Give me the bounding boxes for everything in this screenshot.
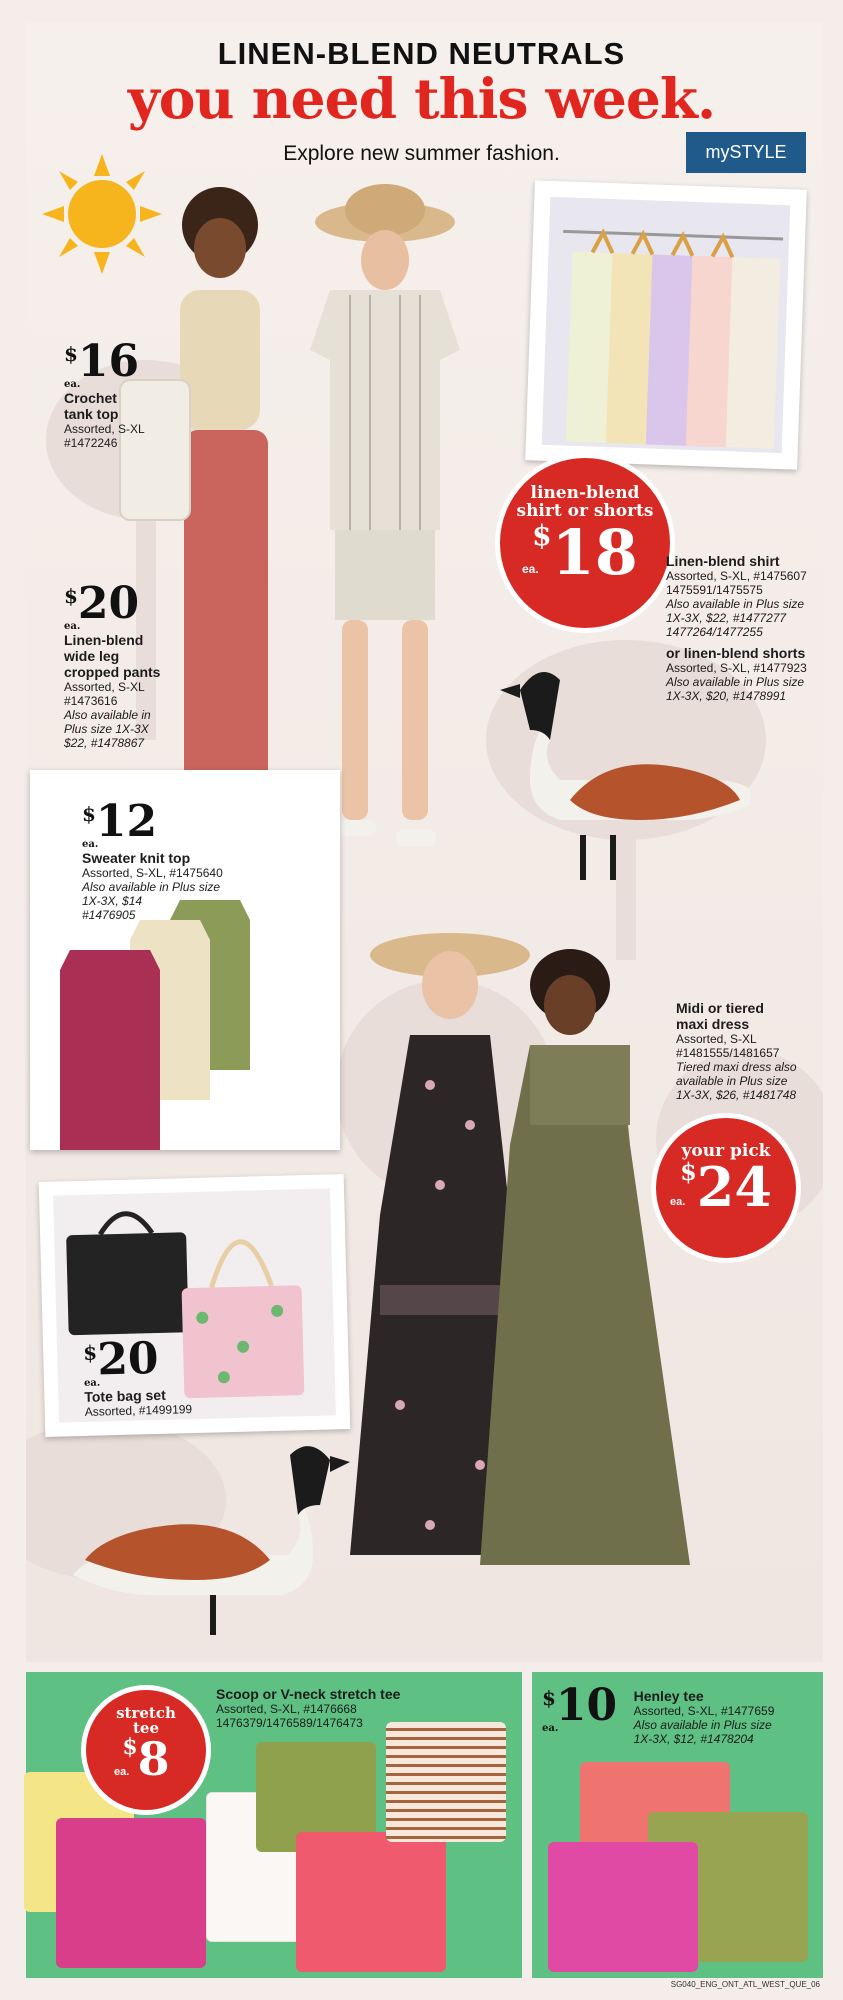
product-stretch-tee — [216, 1686, 516, 1730]
product-wide-leg-pants — [64, 578, 204, 750]
linen-shirt-desc-2: 1475591/1475575 — [666, 583, 763, 597]
mystyle-logo: mySTYLE — [686, 132, 806, 173]
tee-badge-line1: stretch — [116, 1704, 176, 1722]
tank-price: $16 ea. — [64, 336, 140, 390]
dress-name-2: maxi dress — [676, 1016, 750, 1032]
product-maxi-dress — [676, 1000, 836, 1102]
linen-shorts-plus-1: Also available in Plus size — [666, 675, 805, 689]
pants-plus-1: Also available in — [64, 708, 151, 722]
linen-badge-price: $18 ea. — [522, 516, 638, 589]
headline-line3: Explore new summer fashion. — [283, 142, 560, 165]
product-tote-bag — [82, 1332, 193, 1419]
goose-illustration-right — [490, 650, 750, 890]
tee-desc-2: 1476379/1476589/1476473 — [216, 1716, 363, 1730]
shirt-rack-photo — [525, 180, 807, 469]
sweater-plus-3: #1476905 — [82, 908, 136, 922]
tee-striped-image — [386, 1722, 506, 1842]
tote-price: $20 ea. — [82, 1332, 160, 1389]
dress-name-1: Midi or tiered — [676, 1000, 764, 1016]
linen-shirt-desc-1: Assorted, S-XL, #1475607 — [666, 569, 807, 583]
tote-name: Tote bag set — [84, 1386, 166, 1405]
product-crochet-tank — [64, 336, 204, 450]
henley-plus-1: Also available in Plus size — [633, 1718, 772, 1732]
tee-magenta-image — [56, 1818, 206, 1968]
dress-desc-2: #1481555/1481657 — [676, 1046, 780, 1060]
linen-shirt-plus-3: 1477264/1477255 — [666, 625, 763, 639]
dress-badge-label: your pick — [681, 1141, 771, 1161]
dress-plus-3: 1X-3X, $26, #1481748 — [676, 1088, 797, 1102]
tee-desc-1: Assorted, S-XL, #1476668 — [216, 1702, 357, 1716]
tank-sku: #1472246 — [64, 436, 118, 450]
linen-price-badge — [500, 458, 670, 628]
sweater-plus-1: Also available in Plus size — [82, 880, 221, 894]
dress-plus-2: available in Plus size — [676, 1074, 788, 1088]
tee-name: Scoop or V-neck stretch tee — [216, 1686, 401, 1702]
pants-name-1: Linen-blend — [64, 632, 144, 648]
pants-desc: Assorted, S-XL — [64, 680, 145, 694]
sweater-name: Sweater knit top — [82, 850, 191, 866]
pants-price: $20 ea. — [64, 578, 140, 632]
linen-shorts-name: or linen-blend shorts — [666, 645, 806, 661]
linen-badge-line1: linen-blend — [530, 483, 640, 503]
pants-plus-2: Plus size 1X-3X — [64, 722, 149, 736]
linen-shorts-plus-2: 1X-3X, $20, #1478991 — [666, 689, 787, 703]
linen-shirt-plus-2: 1X-3X, $22, #1477277 — [666, 611, 787, 625]
dress-desc-1: Assorted, S-XL — [676, 1032, 757, 1046]
tee-coral-image — [296, 1832, 446, 1972]
henley-pink-image — [548, 1842, 698, 1972]
dress-badge-price: $24 ea. — [670, 1155, 772, 1219]
pants-name-2: wide leg — [64, 648, 120, 664]
henley-tee-panel — [532, 1672, 823, 1978]
henley-plus-2: 1X-3X, $12, #1478204 — [633, 1732, 754, 1746]
tee-price-badge — [86, 1690, 206, 1810]
product-sweater-knit — [82, 796, 332, 922]
headline-line1: LINEN-BLEND NEUTRALS — [217, 36, 626, 71]
henley-desc: Assorted, S-XL, #1477659 — [633, 1704, 775, 1718]
tee-badge-line2: tee — [132, 1719, 159, 1737]
models-linen-photo — [110, 180, 550, 870]
pants-name-3: cropped pants — [64, 664, 161, 680]
sweater-desc: Assorted, S-XL, #1475640 — [82, 866, 223, 880]
tote-desc: Assorted, #1499199 — [84, 1402, 193, 1419]
linen-shirt-name: Linen-blend shirt — [666, 553, 780, 569]
linen-shorts-desc: Assorted, S-XL, #1477923 — [666, 661, 807, 675]
dress-price-badge — [656, 1118, 796, 1258]
tank-name: Crochet tank top — [64, 390, 119, 422]
headline-line2: you need this week. — [127, 66, 716, 131]
henley-name: Henley tee — [633, 1688, 704, 1704]
linen-badge-line2: shirt or shorts — [516, 501, 654, 521]
henley-price: $10 ea. — [542, 1680, 618, 1734]
tee-badge-price: $8 ea. — [114, 1732, 170, 1786]
pants-plus-3: $22, #1478867 — [64, 736, 145, 750]
sweater-tops-photo — [30, 770, 340, 1150]
goose-illustration-left — [70, 1440, 360, 1640]
tote-bag-photo — [39, 1174, 351, 1437]
pants-sku: #1473616 — [64, 694, 118, 708]
dress-plus-1: Tiered maxi dress also — [676, 1060, 797, 1074]
footer-code: SG040_ENG_ONT_ATL_WEST_QUE_06 — [670, 1980, 820, 1989]
sweater-plus-2: 1X-3X, $14 — [82, 894, 143, 908]
linen-shirt-plus-1: Also available in Plus size — [666, 597, 805, 611]
product-henley-tee — [542, 1680, 775, 1746]
tank-desc: Assorted, S-XL — [64, 422, 145, 436]
sweater-price: $12 ea. — [82, 796, 158, 850]
